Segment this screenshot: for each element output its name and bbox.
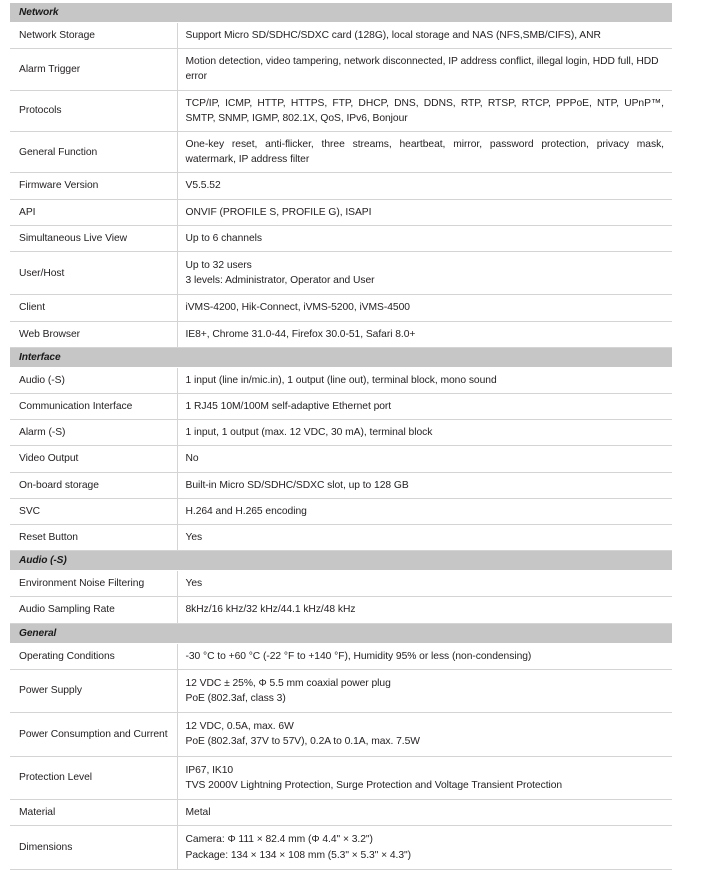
spec-value-line: PoE (802.3af, 37V to 57V), 0.2A to 0.1A, max. 7.5W xyxy=(185,736,420,748)
spec-row-value xyxy=(177,49,672,90)
spec-row-label: Dimensions xyxy=(10,826,177,869)
spec-row-value xyxy=(177,446,672,472)
spec-row xyxy=(10,756,672,799)
spec-value-line: PoE (802.3af, class 3) xyxy=(185,693,286,705)
spec-value-line: Yes xyxy=(185,532,203,544)
spec-row xyxy=(10,498,672,524)
spec-row xyxy=(10,713,672,756)
spec-row-value xyxy=(177,643,672,669)
spec-row-value xyxy=(177,252,672,295)
spec-row xyxy=(10,643,672,669)
spec-row-label: Simultaneous Live View xyxy=(10,225,177,251)
spec-value-line: 3 levels: Administrator, Operator and User xyxy=(185,275,375,287)
spec-row xyxy=(10,472,672,498)
spec-row-label: Power Supply xyxy=(10,669,177,712)
spec-row-value xyxy=(177,295,672,321)
spec-row-label: Power Consumption and Current xyxy=(10,713,177,756)
spec-row xyxy=(10,49,672,90)
spec-row-label: Protocols xyxy=(10,90,177,131)
spec-value-line: IE8+, Chrome 31.0-44, Firefox 30.0-51, Safari 8.0+ xyxy=(185,328,416,340)
spec-row-value xyxy=(177,132,672,173)
spec-row-value xyxy=(177,23,672,49)
spec-value-line: 1 RJ45 10M/100M self-adaptive Ethernet port xyxy=(185,401,392,413)
spec-value-line: -30 °C to +60 °C (-22 °F to +140 °F), Humidity 95% or less (non-condensing) xyxy=(185,650,532,662)
spec-row xyxy=(10,525,672,551)
spec-row xyxy=(10,669,672,712)
audio-section: Audio (-S) xyxy=(10,551,672,571)
spec-value-line: TCP/IP, ICMP, HTTP, HTTPS, FTP, DHCP, DNS, DDNS, RTP, RTSP, RTCP, PPPoE, NTP, UPnP™, SMTP, SNMP, IGMP, 802.1X, QoS, IPv6, Bonjour xyxy=(185,97,664,124)
spec-value-line: Up to 6 channels xyxy=(185,232,262,244)
spec-value-line: Yes xyxy=(185,578,203,590)
spec-row xyxy=(10,321,672,347)
spec-row xyxy=(10,173,672,199)
spec-row xyxy=(10,23,672,49)
spec-row-label: User/Host xyxy=(10,252,177,295)
spec-value-line: Support Micro SD/SDHC/SDXC card (128G), local storage and NAS (NFS,SMB/CIFS), ANR xyxy=(185,30,601,41)
spec-value-line: IP67, IK10 xyxy=(185,764,234,776)
spec-value-line: Metal xyxy=(185,807,211,819)
spec-row-value xyxy=(177,525,672,551)
spec-row xyxy=(10,90,672,131)
spec-value-line: 8kHz/16 kHz/32 kHz/44.1 kHz/48 kHz xyxy=(185,604,356,616)
spec-row-label: API xyxy=(10,199,177,225)
spec-value-line: 12 VDC, 0.5A, max. 6W xyxy=(185,721,294,733)
spec-row-label: Network Storage xyxy=(10,23,177,49)
spec-row-label: Audio (-S) xyxy=(10,367,177,393)
spec-row-value xyxy=(177,498,672,524)
spec-row xyxy=(10,826,672,869)
spec-row-value xyxy=(177,90,672,131)
spec-row xyxy=(10,800,672,826)
spec-row-label: Reset Button xyxy=(10,525,177,551)
spec-value-line: One-key reset, anti-flicker, three streams, heartbeat, mirror, password protection, privacy mask, watermark, IP address filter xyxy=(185,139,664,166)
spec-row-value xyxy=(177,173,672,199)
spec-row xyxy=(10,446,672,472)
spec-row xyxy=(10,295,672,321)
spec-row-value xyxy=(177,367,672,393)
spec-row-label: Web Browser xyxy=(10,321,177,347)
spec-row-label: Client xyxy=(10,295,177,321)
spec-value-line: Camera: Φ 111 × 82.4 mm (Φ 4.4" × 3.2") xyxy=(185,834,373,846)
specification-table-body xyxy=(10,3,672,869)
spec-row xyxy=(10,597,672,623)
spec-row xyxy=(10,252,672,295)
spec-row-label: Audio Sampling Rate xyxy=(10,597,177,623)
spec-row-label: Operating Conditions xyxy=(10,643,177,669)
section-header-row xyxy=(10,623,672,643)
spec-row-label: Protection Level xyxy=(10,756,177,799)
section-header-row xyxy=(10,551,672,571)
section-header-row xyxy=(10,3,672,23)
spec-row-label: Alarm Trigger xyxy=(10,49,177,90)
spec-row-label: Video Output xyxy=(10,446,177,472)
spec-row-value xyxy=(177,199,672,225)
network-section: Network xyxy=(10,3,672,23)
spec-value-line: 1 input, 1 output (max. 12 VDC, 30 mA), terminal block xyxy=(185,427,433,439)
spec-row-label: On-board storage xyxy=(10,472,177,498)
spec-row xyxy=(10,367,672,393)
spec-row xyxy=(10,420,672,446)
spec-row-label: Alarm (-S) xyxy=(10,420,177,446)
spec-row-label: SVC xyxy=(10,498,177,524)
spec-value-line: H.264 and H.265 encoding xyxy=(185,505,307,517)
spec-value-line: ONVIF (PROFILE S, PROFILE G), ISAPI xyxy=(185,206,372,218)
spec-row xyxy=(10,132,672,173)
spec-value-line: 1 input (line in/mic.in), 1 output (line out), terminal block, mono sound xyxy=(185,374,497,386)
spec-row xyxy=(10,225,672,251)
spec-row-label: Environment Noise Filtering xyxy=(10,571,177,597)
spec-value-line: TVS 2000V Lightning Protection, Surge Protection and Voltage Transient Protection xyxy=(185,779,563,791)
section-header-row xyxy=(10,347,672,367)
spec-row-value xyxy=(177,472,672,498)
spec-row-value xyxy=(177,420,672,446)
spec-value-line: Up to 32 users xyxy=(185,260,252,272)
spec-row-value xyxy=(177,826,672,869)
spec-row-label: Material xyxy=(10,800,177,826)
general-section: General xyxy=(10,623,672,643)
spec-value-line: V5.5.52 xyxy=(185,180,221,192)
specification-table xyxy=(10,3,672,870)
spec-row xyxy=(10,199,672,225)
spec-row-value xyxy=(177,225,672,251)
spec-row-label: General Function xyxy=(10,132,177,173)
spec-value-line: No xyxy=(185,453,199,465)
spec-row-label: Firmware Version xyxy=(10,173,177,199)
spec-value-line: 12 VDC ± 25%, Φ 5.5 mm coaxial power plug xyxy=(185,677,391,689)
spec-row-value xyxy=(177,713,672,756)
spec-row-value xyxy=(177,394,672,420)
spec-row xyxy=(10,394,672,420)
spec-row-value xyxy=(177,321,672,347)
spec-row-label: Communication Interface xyxy=(10,394,177,420)
interface-section: Interface xyxy=(10,347,672,367)
spec-value-line: Motion detection, video tampering, network disconnected, IP address conflict, illegal login, HDD full, HDD error xyxy=(185,56,659,83)
spec-value-line: Built-in Micro SD/SDHC/SDXC slot, up to 128 GB xyxy=(185,479,409,491)
spec-row-value xyxy=(177,571,672,597)
spec-value-line: iVMS-4200, Hik-Connect, iVMS-5200, iVMS-4500 xyxy=(185,302,410,314)
spec-row xyxy=(10,571,672,597)
spec-row-value xyxy=(177,800,672,826)
spec-value-line: Package: 134 × 134 × 108 mm (5.3" × 5.3" × 4.3") xyxy=(185,849,412,861)
spec-row-value xyxy=(177,756,672,799)
spec-row-value xyxy=(177,669,672,712)
spec-row-value xyxy=(177,597,672,623)
